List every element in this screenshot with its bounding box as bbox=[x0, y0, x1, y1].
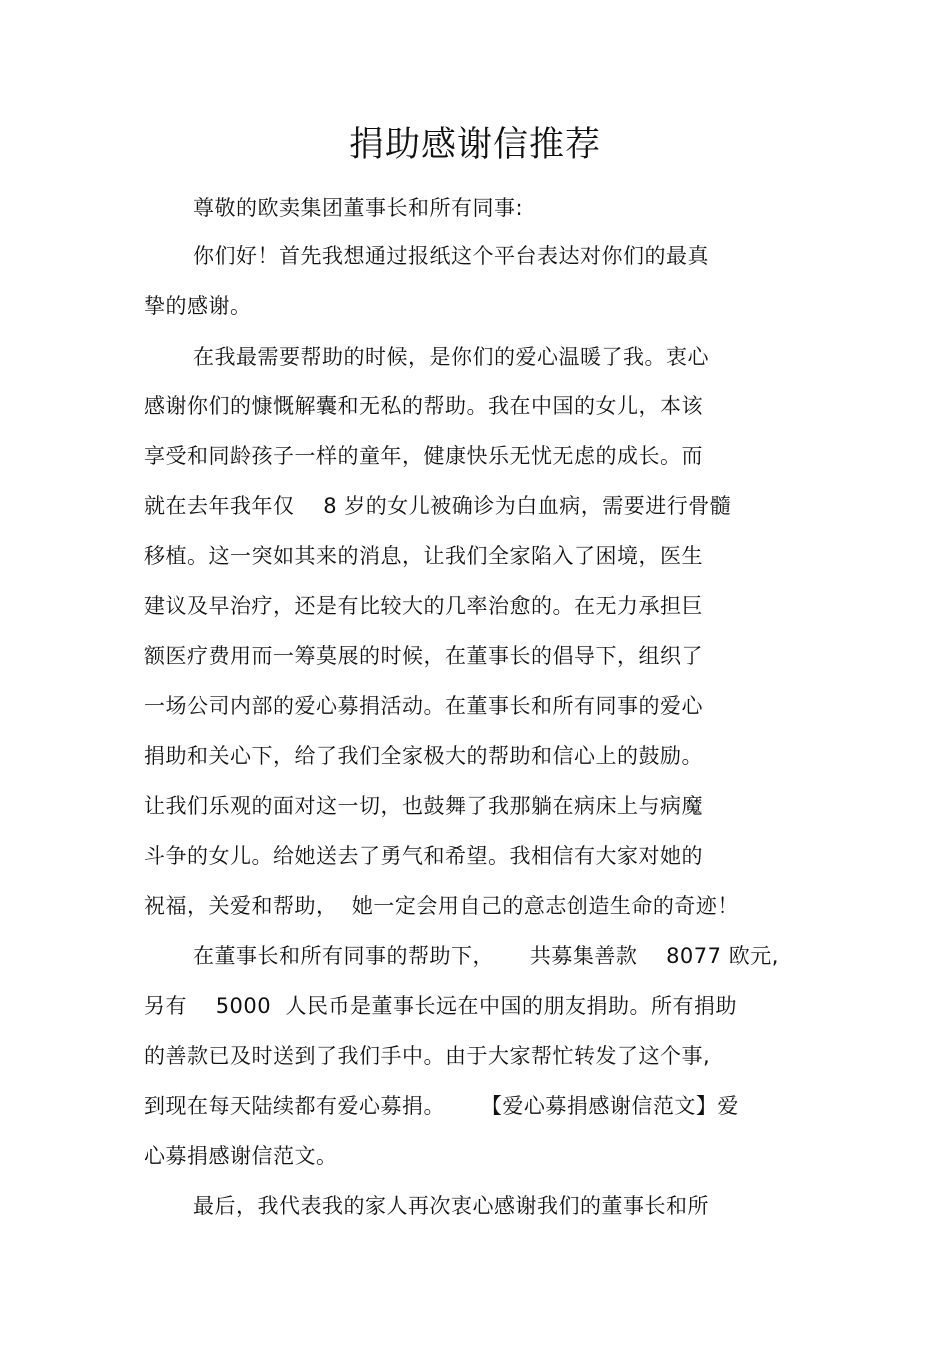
paragraph-line: 另有 5000 人民币是董事长远在中国的朋友捐助。所有捐助 bbox=[144, 994, 737, 1018]
paragraph-line: 到现在每天陆续都有爱心募捐。 【爱心募捐感谢信范文】爱 bbox=[144, 1094, 739, 1118]
paragraph-line: 最后，我代表我的家人再次衷心感谢我们的董事长和所 bbox=[193, 1194, 709, 1218]
paragraph-line: 挚的感谢。 bbox=[144, 294, 252, 318]
paragraph-line: 你们好！首先我想通过报纸这个平台表达对你们的最真 bbox=[193, 244, 709, 268]
salutation: 尊敬的欧卖集团董事长和所有同事: bbox=[193, 196, 524, 220]
document-title: 捐助感谢信推荐 bbox=[348, 125, 601, 165]
paragraph-line: 心募捐感谢信范文。 bbox=[144, 1144, 338, 1168]
paragraph-line: 的善款已及时送到了我们手中。由于大家帮忙转发了这个事, bbox=[144, 1044, 711, 1068]
paragraph-line: 享受和同龄孩子一样的童年，健康快乐无忧无虑的成长。而 bbox=[144, 444, 703, 468]
paragraph-line: 祝福，关爱和帮助， 她一定会用自己的意志创造生命的奇迹！ bbox=[144, 894, 739, 918]
paragraph-line: 建议及早治疗，还是有比较大的几率治愈的。在无力承担巨 bbox=[144, 594, 703, 618]
paragraph-line: 斗争的女儿。给她送去了勇气和希望。我相信有大家对她的 bbox=[144, 844, 703, 868]
paragraph-line: 感谢你们的慷慨解囊和无私的帮助。我在中国的女儿，本该 bbox=[144, 394, 703, 418]
paragraph-line: 让我们乐观的面对这一切，也鼓舞了我那躺在病床上与病魔 bbox=[144, 794, 703, 818]
paragraph-line: 移植。这一突如其来的消息，让我们全家陷入了困境，医生 bbox=[144, 544, 703, 568]
paragraph-line: 就在去年我年仅 8 岁的女儿被确诊为白血病，需要进行骨髓 bbox=[144, 494, 732, 518]
paragraph-line: 一场公司内部的爱心募捐活动。在董事长和所有同事的爱心 bbox=[144, 694, 703, 718]
paragraph-line: 在董事长和所有同事的帮助下， 共募集善款 8077 欧元, bbox=[193, 944, 779, 968]
paragraph-line: 额医疗费用而一筹莫展的时候，在董事长的倡导下，组织了 bbox=[144, 644, 703, 668]
paragraph-line: 在我最需要帮助的时候，是你们的爱心温暖了我。衷心 bbox=[193, 345, 709, 369]
paragraph-line: 捐助和关心下，给了我们全家极大的帮助和信心上的鼓励。 bbox=[144, 744, 703, 768]
